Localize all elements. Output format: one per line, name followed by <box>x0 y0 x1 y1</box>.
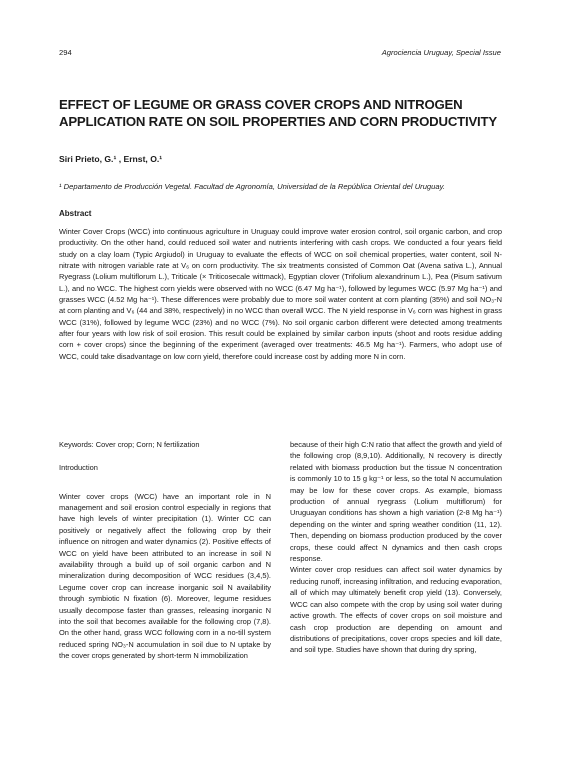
paper-title <box>59 96 509 130</box>
journal-name: Agrociencia Uruguay, Special Issue <box>381 48 501 57</box>
title-line-1: EFFECT OF LEGUME OR GRASS COVER CROPS AND NITROGEN <box>59 97 463 112</box>
introduction-heading: Introduction <box>59 462 98 472</box>
body-paragraph-1: because of their high C:N ratio that affect the growth and yield of the following crop (8,9,10). Additionally, N recovery is directly related with biomass production but the tissue N concentration is commonly 10 to 15 g kg⁻¹ or less, so the total N accumulation may be low for these cover crops. As example, biomass production of annual ryegrass (Lolium multiflorum) for Uruguayan conditions has shown a high variation (2-8 Mg ha⁻¹) depending on the winter and spring weather condition (11, 12). Then, depending on biomass production produced by the cover crops, these could affect N dynamics and then cash crops response. <box>290 440 502 564</box>
body-paragraph-2: Winter cover crop residues can affect soil water dynamics by reducing runoff, increasing infiltration, and reducing evaporation, all of which may ultimately benefit crop yield (13). Conversely, WCC can also compete with the crop by using soil water during active growth. The effects of cover crops on soil moisture and cash crop production are depending on amount and distributions of precipitations, cover crops species and kill date, and soil type. Studies have shown that during dry spring, <box>290 565 502 655</box>
title-line-2: APPLICATION RATE ON SOIL PROPERTIES AND CORN PRODUCTIVITY <box>59 114 497 129</box>
authors: Siri Prieto, G.¹ , Ernst, O.¹ <box>59 154 163 164</box>
abstract-text: Winter Cover Crops (WCC) into continuous agriculture in Uruguay could improve water erosion control, soil organic carbon, and crop productivity. On the other hand, could reduced soil water and nutrients interfering with cash crops. We conducted a four years field study on a clay loam (Typic Argiudol) in Uruguay to evaluate the effects of WCC on soil chemical properties, water content, soil N-nitrate with nitrogen variable rate at V₆ on corn productivity. The six treatments consisted of Common Oat (Avena sativa L.), Annual Ryegrass (Lolium multiflorum L.), Triticale (× Triticosecale wittmack), Egyptian clover (Trifolium alexandrinum L.), Pea (Pisum sativum L.), and no WCC. The highest corn yields were observed with no WCC (6.47 Mg ha⁻¹), followed by legumes WCC (5.97 Mg ha⁻¹) and grasses WCC (4.52 Mg ha⁻¹). These differences were probably due to more soil water content at corn planting (35%) and soil NO₃-N at corn planting and V₆ (44 and 38%, respectively) in no WCC than overall WCC. The N yield response in V₆ corn was highest in grass WCC (31%), followed by legume WCC (23%) and no WCC (7%). No soil organic carbon different were detected among treatments after four years with low risk of soil erosion. This result could be explained by similar carbon inputs (shoot and roots residue adding corn + cover crops) since the beginning of the experiment (averaged over treatments: 46.5 Mg ha⁻¹). Farmers, who adopt use of WCC, could take disadvantage on low corn yield, therefore could increase cost by adding more N in corn. <box>59 227 502 361</box>
left-column <box>59 439 271 662</box>
right-column <box>290 439 502 656</box>
page-number: 294 <box>59 48 72 57</box>
abstract-heading: Abstract <box>59 209 92 218</box>
affiliation: ¹ Departamento de Producción Vegetal. Facultad de Agronomía, Universidad de la República Oriental del Uruguay. <box>59 182 445 191</box>
intro-paragraph: Winter cover crops (WCC) have an important role in N management and soil erosion control especially in regions that have high levels of winter precipitation (1). Winter CC can positively or negatively affect the following crop by their influence on nitrogen and water dynamics (2). Positive effects of WCC on yield have been attributed to an increase in soil N availability through a build up of soil organic carbon and N mineralization during decomposition of WCC residues (3,4,5). Legume cover crop can increase inorganic soil N availability through symbiotic N fixation (6). Moreover, legume residues usually decompose faster than grasses, releasing inorganic N into the soil that becomes available for the following crop (7,8). On the other hand, grass WCC following corn in a no-till system reduced spring NO₃-N accumulation in soil due to N uptake by the cover crops generated by short-term N immobilization <box>59 491 271 661</box>
keywords: Keywords: Cover crop; Corn; N fertilization <box>59 440 200 449</box>
